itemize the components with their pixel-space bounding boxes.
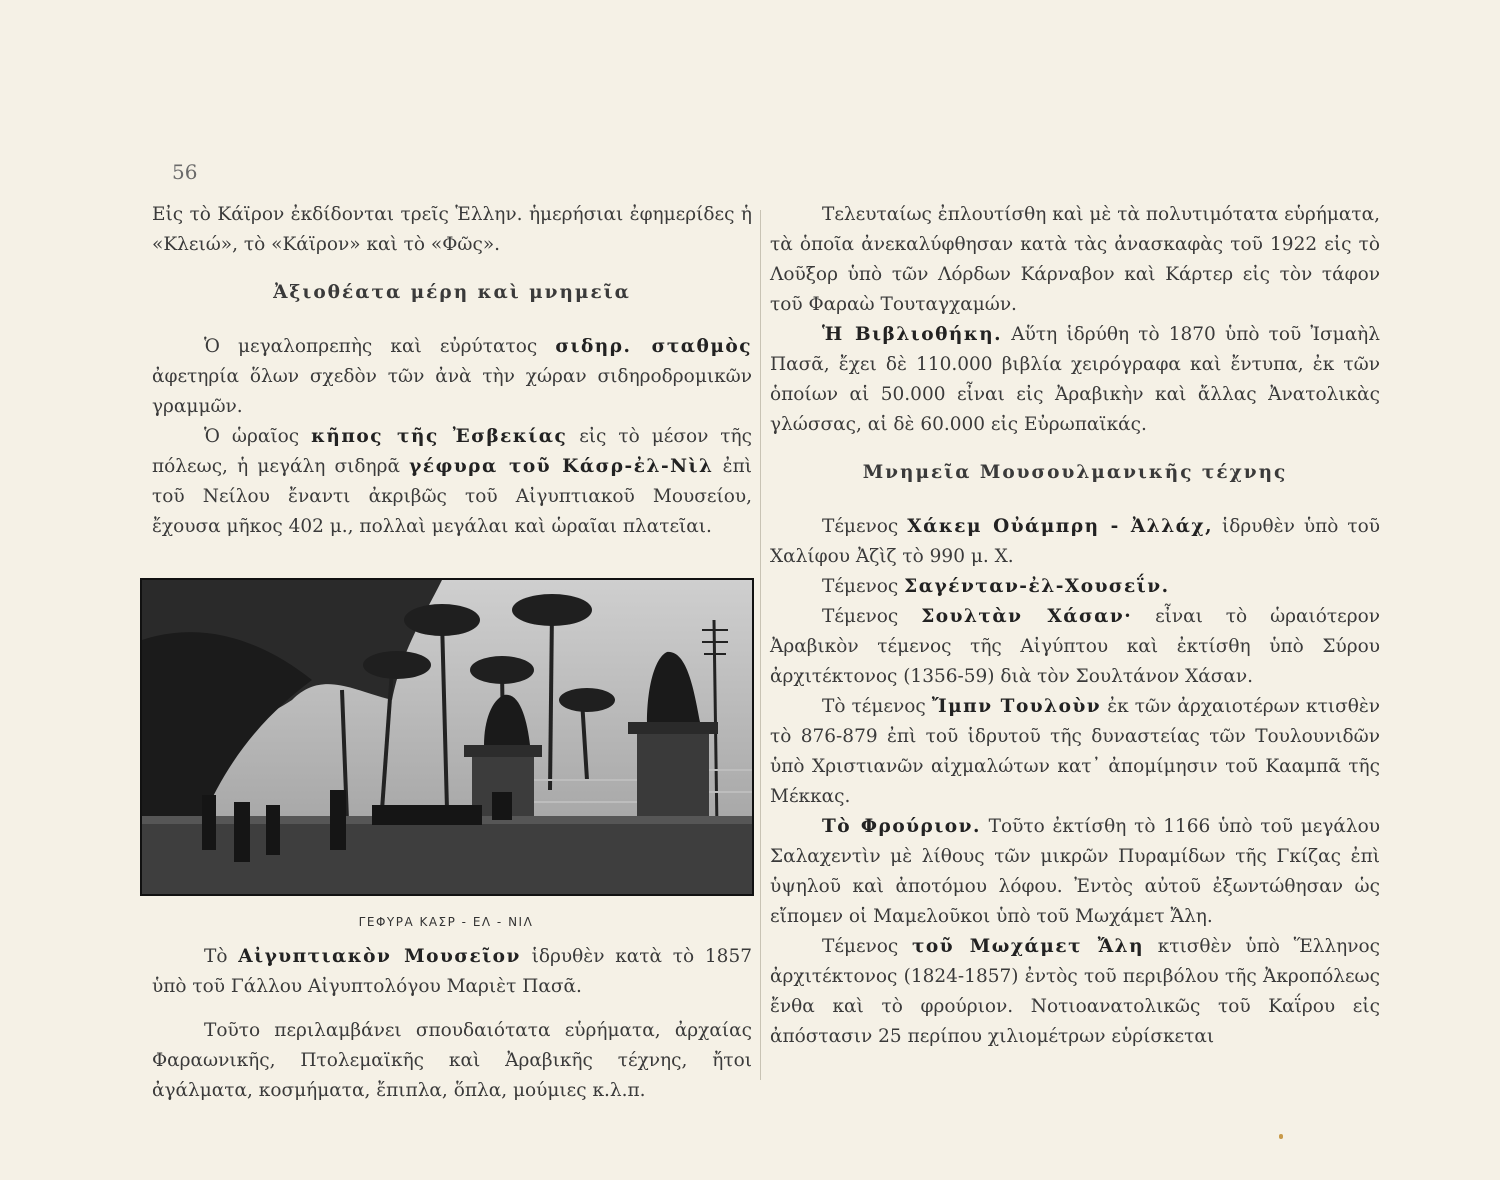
emphasis-library: Ἡ Βιβλιοθήκη. xyxy=(822,324,1003,345)
text: Τοῦτο ἐκτίσθη τὸ 1166 ὑπὸ τοῦ μεγάλου Σαλαχεντὶν μὲ λίθους τῶν μικρῶν Πυραμίδων τῆς Γκίζας ἐπὶ ὑψηλοῦ καὶ ἀποτόμου λόφου. Ἐντὸς αὐτοῦ ἐξωντώθησαν ὡς εἴπομεν οἱ Μαμελοῦκοι ὑπὸ τοῦ Μωχάμετ Ἄλη. xyxy=(770,816,1380,927)
text: κτισθὲν ὑπὸ Ἕλληνος ἀρχιτέκτονος (1824-1857) ἐντὸς τοῦ περιβόλου τῆς Ἀκροπόλεως ἔνθα καὶ τὸ φρούριον. Νοτιοανατολικῶς τοῦ Καΐρου εἰς ἀπόστασιν 25 περίπου χιλιομέτρων εὑρίσκεται xyxy=(770,936,1381,1047)
emphasis-esbekia-garden: κῆπος τῆς Ἐσβεκίας xyxy=(311,426,568,447)
text: Τέμενος xyxy=(822,606,899,627)
text: Τὸ xyxy=(204,946,228,967)
text: ἀφετηρία ὅλων σχεδὸν τῶν ἀνὰ τὴν χώραν σιδηροδρομικῶν γραμμῶν. xyxy=(152,366,752,417)
paragraph-egyptian-museum xyxy=(152,942,752,1002)
text: ἱδρυθὲν ὑπὸ τοῦ Χαλίφου Ἀζὶζ τὸ 990 μ. Χ. xyxy=(770,516,1380,567)
text: Ὁ ὡραῖος xyxy=(204,426,300,447)
emphasis-citadel: Τὸ Φρούριον. xyxy=(822,816,981,837)
paragraph-mosque-hussein xyxy=(770,572,1380,602)
text: Τέμενος xyxy=(822,576,899,597)
paragraph-mosque-sultan-hasan xyxy=(770,602,1380,692)
paragraph-mosque-mohammed-ali xyxy=(770,932,1380,1052)
text: Τέμενος xyxy=(822,936,899,957)
text: ἱδρυθὲν κατὰ τὸ 1857 ὑπὸ τοῦ Γάλλου Αἰγυπτολόγου Μαριὲτ Πασᾶ. xyxy=(152,946,752,997)
paragraph-citadel xyxy=(770,812,1380,932)
section-heading-sights: Ἀξιοθέατα μέρη καὶ μνημεῖα xyxy=(273,282,631,303)
text: Ὁ μεγαλοπρεπὴς καὶ εὐρύτατος xyxy=(204,336,538,357)
text: εἰς τὸ μέσον τῆς πόλεως, ἡ μεγάλη σιδηρᾶ xyxy=(152,426,752,477)
text: ἐπὶ τοῦ Νείλου ἔναντι ἀκριβῶς τοῦ Αἰγυπτιακοῦ Μουσείου, ἔχουσα μῆκος 402 μ., πολλαὶ μεγάλαι καὶ ὡραῖαι πλατεῖαι. xyxy=(152,456,752,537)
page-number: 56 xyxy=(172,160,198,184)
column-divider xyxy=(760,210,761,1080)
text: εἶναι τὸ ὡραιότερον Ἀραβικὸν τέμενος τῆς Αἰγύπτου καὶ ἐκτίσθη ὑπὸ Σύρου ἀρχιτέκτονος (1356-59) διὰ τὸν Σουλτάνον Χάσαν. xyxy=(770,606,1380,687)
ink-spot xyxy=(1279,1134,1283,1139)
left-column-bottom xyxy=(152,942,752,1106)
paragraph-railway-station xyxy=(152,332,752,422)
text: Τὸ τέμενος xyxy=(822,696,926,717)
text: ἐκ τῶν ἀρχαιοτέρων κτισθὲν τὸ 876-879 ἐπὶ τοῦ ἱδρυτοῦ τῆς δυναστείας τῶν Τουλουνιδῶν ὑπὸ Χριστιανῶν αἰχμαλώτων κατ᾽ ἀπομίμησιν τοῦ Κααμπᾶ τῆς Μέκκας. xyxy=(770,696,1381,807)
paragraph-newspapers: Εἰς τὸ Κάϊρον ἐκδίδονται τρεῖς Ἑλλην. ἡμερήσιαι ἐφημερίδες ἡ «Κλειώ», τὸ «Κάϊρον» καὶ τὸ «Φῶς». xyxy=(152,204,752,255)
paragraph-mosque-ibn-tulun xyxy=(770,692,1380,812)
paragraph-mosque-hakem xyxy=(770,512,1380,572)
paragraph-library xyxy=(770,320,1380,440)
emphasis-mosque-ibn-tulun: Ἴμπν Τουλοὺν xyxy=(931,696,1102,717)
emphasis-mosque-sultan-hasan: Σουλτὰν Χάσαν· xyxy=(921,606,1133,627)
emphasis-kasr-el-nil-bridge: γέφυρα τοῦ Κάσρ-ἐλ-Νὶλ xyxy=(409,456,714,477)
left-column-top xyxy=(152,200,752,542)
paragraph-esbekia-garden xyxy=(152,422,752,542)
photo-kasr-el-nil-bridge xyxy=(140,578,754,896)
emphasis-railway-station: σιδηρ. σταθμὸς xyxy=(555,336,752,357)
paragraph-tutankhamun-finds: Τελευταίως ἐπλουτίσθη καὶ μὲ τὰ πολυτιμότατα εὑρήματα, τὰ ὁποῖα ἀνεκαλύφθησαν κατὰ τὰς ἀνασκαφὰς τοῦ 1922 εἰς τὸ Λοῦξορ ὑπὸ τῶν Λόρδων Κάρναβον καὶ Κάρτερ εἰς τὸν τάφον τοῦ Φαραὼ Τουταγχαμών. xyxy=(770,204,1380,315)
bridge-illustration xyxy=(142,580,752,894)
paragraph-museum-contents: Τοῦτο περιλαμβάνει σπουδαιότατα εὑρήματα, ἀρχαίας Φαραωνικῆς, Πτολεμαϊκῆς καὶ Ἀραβικῆς τέχνης, ἤτοι ἀγάλματα, κοσμήματα, ἔπιπλα, ὅπλα, μούμιες κ.λ.π. xyxy=(152,1020,752,1101)
emphasis-mosque-hakem: Χάκεμ Οὐάμπρη - Ἀλλάχ, xyxy=(907,516,1214,537)
right-column xyxy=(770,200,1380,1052)
section-heading-muslim-monuments: Μνημεῖα Μουσουλμανικῆς τέχνης xyxy=(862,462,1288,483)
emphasis-mosque-hussein: Σαγένταν-ἐλ-Χουσεΐν. xyxy=(904,576,1170,597)
text: Τέμενος xyxy=(822,516,899,537)
text: Αὕτη ἱδρύθη τὸ 1870 ὑπὸ τοῦ Ἰσμαὴλ Πασᾶ, ἔχει δὲ 110.000 βιβλία χειρόγραφα καὶ ἔντυπα, ἐκ τῶν ὁποίων αἱ 50.000 εἶναι εἰς Ἀραβικὴν καὶ ἄλλας Ἀνατολικὰς γλώσσας, αἱ δὲ 60.000 εἰς Εὐρωπαϊκάς. xyxy=(770,324,1380,435)
emphasis-mosque-mohammed-ali: τοῦ Μωχάμετ Ἄλη xyxy=(911,936,1145,957)
photo-caption: ΓΕΦΥΡΑ ΚΑΣΡ - ΕΛ - ΝΙΛ xyxy=(358,915,534,929)
emphasis-egyptian-museum: Αἰγυπτιακὸν Μουσεῖον xyxy=(238,946,521,967)
